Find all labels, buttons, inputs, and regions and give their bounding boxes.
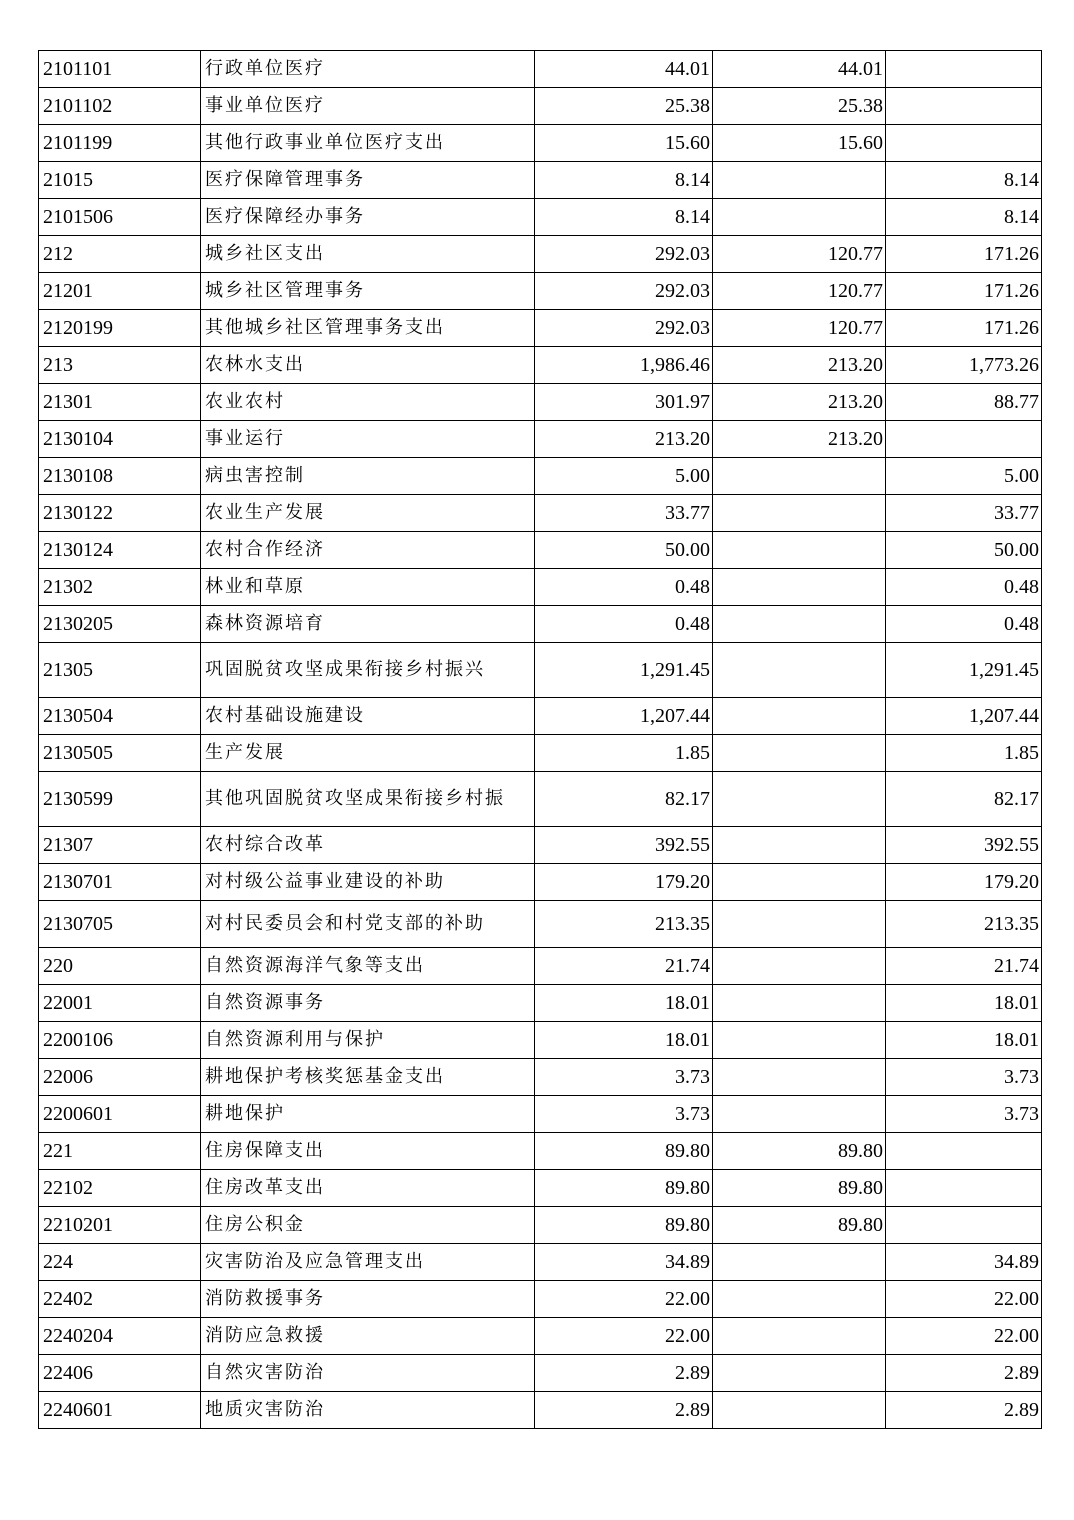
project-expenditure-cell: 171.26 — [886, 236, 1042, 273]
project-expenditure-cell: 21.74 — [886, 948, 1042, 985]
table-row — [39, 199, 1042, 236]
table-row — [39, 1318, 1042, 1355]
project-expenditure-cell: 2.89 — [886, 1355, 1042, 1392]
table-row — [39, 1022, 1042, 1059]
basic-expenditure-cell — [713, 985, 886, 1022]
subject-code-cell: 22102 — [39, 1170, 201, 1207]
basic-expenditure-cell: 213.20 — [713, 421, 886, 458]
subject-name-cell: 森林资源培育 — [201, 606, 535, 643]
subject-code-cell: 2130124 — [39, 532, 201, 569]
subject-code-cell: 2130599 — [39, 772, 201, 827]
basic-expenditure-cell: 213.20 — [713, 384, 886, 421]
table-row — [39, 1355, 1042, 1392]
subject-code-cell: 2130504 — [39, 698, 201, 735]
subject-code-cell: 22006 — [39, 1059, 201, 1096]
table-row — [39, 347, 1042, 384]
basic-expenditure-cell — [713, 606, 886, 643]
subject-name-cell: 住房公积金 — [201, 1207, 535, 1244]
table-row — [39, 162, 1042, 199]
subject-code-cell: 21015 — [39, 162, 201, 199]
total-amount-cell: 0.48 — [535, 606, 713, 643]
subject-name-cell: 事业运行 — [201, 421, 535, 458]
total-amount-cell: 8.14 — [535, 199, 713, 236]
project-expenditure-cell: 2.89 — [886, 1392, 1042, 1429]
subject-code-cell: 212 — [39, 236, 201, 273]
basic-expenditure-cell: 15.60 — [713, 125, 886, 162]
table-row — [39, 1170, 1042, 1207]
table-row — [39, 827, 1042, 864]
basic-expenditure-cell — [713, 199, 886, 236]
subject-code-cell: 2130104 — [39, 421, 201, 458]
subject-name-cell: 巩固脱贫攻坚成果衔接乡村振兴 — [201, 643, 535, 698]
total-amount-cell: 1,291.45 — [535, 643, 713, 698]
subject-name-cell: 住房保障支出 — [201, 1133, 535, 1170]
project-expenditure-cell: 1,291.45 — [886, 643, 1042, 698]
subject-name-cell: 农业生产发展 — [201, 495, 535, 532]
subject-name-cell: 医疗保障管理事务 — [201, 162, 535, 199]
table-row — [39, 384, 1042, 421]
subject-name-cell: 病虫害控制 — [201, 458, 535, 495]
table-row — [39, 901, 1042, 948]
subject-code-cell: 2101199 — [39, 125, 201, 162]
subject-code-cell: 2130505 — [39, 735, 201, 772]
table-row — [39, 495, 1042, 532]
subject-name-cell: 城乡社区支出 — [201, 236, 535, 273]
subject-code-cell: 2101102 — [39, 88, 201, 125]
basic-expenditure-cell — [713, 569, 886, 606]
subject-code-cell: 2200601 — [39, 1096, 201, 1133]
total-amount-cell: 3.73 — [535, 1059, 713, 1096]
table-row — [39, 1133, 1042, 1170]
table-row — [39, 569, 1042, 606]
subject-code-cell: 2240601 — [39, 1392, 201, 1429]
subject-code-cell: 2200106 — [39, 1022, 201, 1059]
total-amount-cell: 89.80 — [535, 1170, 713, 1207]
subject-code-cell: 21307 — [39, 827, 201, 864]
subject-code-cell: 2101101 — [39, 51, 201, 88]
total-amount-cell: 179.20 — [535, 864, 713, 901]
total-amount-cell: 18.01 — [535, 985, 713, 1022]
table-row — [39, 88, 1042, 125]
subject-name-cell: 自然灾害防治 — [201, 1355, 535, 1392]
subject-code-cell: 2120199 — [39, 310, 201, 347]
subject-name-cell: 耕地保护 — [201, 1096, 535, 1133]
project-expenditure-cell — [886, 51, 1042, 88]
project-expenditure-cell: 392.55 — [886, 827, 1042, 864]
basic-expenditure-cell: 44.01 — [713, 51, 886, 88]
project-expenditure-cell: 88.77 — [886, 384, 1042, 421]
total-amount-cell: 1,207.44 — [535, 698, 713, 735]
subject-name-cell: 农村综合改革 — [201, 827, 535, 864]
total-amount-cell: 1.85 — [535, 735, 713, 772]
project-expenditure-cell: 8.14 — [886, 199, 1042, 236]
subject-name-cell: 其他巩固脱贫攻坚成果衔接乡村振 — [201, 772, 535, 827]
subject-name-cell: 耕地保护考核奖惩基金支出 — [201, 1059, 535, 1096]
project-expenditure-cell — [886, 1207, 1042, 1244]
total-amount-cell: 292.03 — [535, 236, 713, 273]
basic-expenditure-cell — [713, 698, 886, 735]
project-expenditure-cell: 0.48 — [886, 569, 1042, 606]
project-expenditure-cell — [886, 125, 1042, 162]
total-amount-cell: 21.74 — [535, 948, 713, 985]
total-amount-cell: 1,986.46 — [535, 347, 713, 384]
table-row — [39, 236, 1042, 273]
project-expenditure-cell: 82.17 — [886, 772, 1042, 827]
table-row — [39, 1096, 1042, 1133]
project-expenditure-cell: 1,207.44 — [886, 698, 1042, 735]
table-body — [39, 51, 1042, 1429]
basic-expenditure-cell: 89.80 — [713, 1207, 886, 1244]
subject-code-cell: 21301 — [39, 384, 201, 421]
total-amount-cell: 3.73 — [535, 1096, 713, 1133]
basic-expenditure-cell — [713, 1096, 886, 1133]
table-row — [39, 864, 1042, 901]
subject-code-cell: 22001 — [39, 985, 201, 1022]
project-expenditure-cell — [886, 1170, 1042, 1207]
table-row — [39, 1281, 1042, 1318]
project-expenditure-cell: 18.01 — [886, 1022, 1042, 1059]
project-expenditure-cell: 8.14 — [886, 162, 1042, 199]
subject-name-cell: 消防应急救援 — [201, 1318, 535, 1355]
table-row — [39, 310, 1042, 347]
total-amount-cell: 50.00 — [535, 532, 713, 569]
basic-expenditure-cell: 89.80 — [713, 1133, 886, 1170]
table-row — [39, 698, 1042, 735]
subject-name-cell: 自然资源海洋气象等支出 — [201, 948, 535, 985]
subject-code-cell: 2130108 — [39, 458, 201, 495]
table-row — [39, 532, 1042, 569]
subject-code-cell: 21302 — [39, 569, 201, 606]
basic-expenditure-cell — [713, 1318, 886, 1355]
subject-code-cell: 2210201 — [39, 1207, 201, 1244]
project-expenditure-cell: 22.00 — [886, 1318, 1042, 1355]
project-expenditure-cell: 1,773.26 — [886, 347, 1042, 384]
subject-name-cell: 林业和草原 — [201, 569, 535, 606]
table-row — [39, 421, 1042, 458]
total-amount-cell: 18.01 — [535, 1022, 713, 1059]
project-expenditure-cell: 171.26 — [886, 273, 1042, 310]
basic-expenditure-cell: 89.80 — [713, 1170, 886, 1207]
table-row — [39, 125, 1042, 162]
total-amount-cell: 292.03 — [535, 310, 713, 347]
project-expenditure-cell: 1.85 — [886, 735, 1042, 772]
total-amount-cell: 213.20 — [535, 421, 713, 458]
project-expenditure-cell: 33.77 — [886, 495, 1042, 532]
table-row — [39, 1244, 1042, 1281]
basic-expenditure-cell: 213.20 — [713, 347, 886, 384]
total-amount-cell: 292.03 — [535, 273, 713, 310]
total-amount-cell: 8.14 — [535, 162, 713, 199]
basic-expenditure-cell — [713, 1355, 886, 1392]
subject-name-cell: 自然资源利用与保护 — [201, 1022, 535, 1059]
total-amount-cell: 301.97 — [535, 384, 713, 421]
total-amount-cell: 2.89 — [535, 1392, 713, 1429]
project-expenditure-cell: 34.89 — [886, 1244, 1042, 1281]
basic-expenditure-cell: 120.77 — [713, 273, 886, 310]
basic-expenditure-cell — [713, 772, 886, 827]
subject-name-cell: 城乡社区管理事务 — [201, 273, 535, 310]
project-expenditure-cell: 50.00 — [886, 532, 1042, 569]
subject-name-cell: 消防救援事务 — [201, 1281, 535, 1318]
basic-expenditure-cell — [713, 1059, 886, 1096]
subject-code-cell: 2101506 — [39, 199, 201, 236]
basic-expenditure-cell — [713, 864, 886, 901]
subject-name-cell: 医疗保障经办事务 — [201, 199, 535, 236]
project-expenditure-cell: 213.35 — [886, 901, 1042, 948]
project-expenditure-cell — [886, 1133, 1042, 1170]
table-row — [39, 1059, 1042, 1096]
total-amount-cell: 34.89 — [535, 1244, 713, 1281]
subject-code-cell: 220 — [39, 948, 201, 985]
table-row — [39, 1207, 1042, 1244]
subject-name-cell: 行政单位医疗 — [201, 51, 535, 88]
total-amount-cell: 89.80 — [535, 1207, 713, 1244]
table-row — [39, 985, 1042, 1022]
project-expenditure-cell: 3.73 — [886, 1096, 1042, 1133]
subject-name-cell: 农林水支出 — [201, 347, 535, 384]
subject-name-cell: 农业农村 — [201, 384, 535, 421]
total-amount-cell: 33.77 — [535, 495, 713, 532]
table-row — [39, 1392, 1042, 1429]
subject-name-cell: 对村级公益事业建设的补助 — [201, 864, 535, 901]
total-amount-cell: 44.01 — [535, 51, 713, 88]
basic-expenditure-cell — [713, 1244, 886, 1281]
total-amount-cell: 22.00 — [535, 1281, 713, 1318]
subject-code-cell: 224 — [39, 1244, 201, 1281]
basic-expenditure-cell: 120.77 — [713, 236, 886, 273]
subject-code-cell: 2130705 — [39, 901, 201, 948]
subject-name-cell: 农村基础设施建设 — [201, 698, 535, 735]
subject-name-cell: 地质灾害防治 — [201, 1392, 535, 1429]
project-expenditure-cell: 0.48 — [886, 606, 1042, 643]
subject-name-cell: 生产发展 — [201, 735, 535, 772]
subject-name-cell: 自然资源事务 — [201, 985, 535, 1022]
subject-name-cell: 灾害防治及应急管理支出 — [201, 1244, 535, 1281]
basic-expenditure-cell — [713, 901, 886, 948]
total-amount-cell: 15.60 — [535, 125, 713, 162]
total-amount-cell: 22.00 — [535, 1318, 713, 1355]
basic-expenditure-cell — [713, 735, 886, 772]
project-expenditure-cell — [886, 421, 1042, 458]
basic-expenditure-cell — [713, 1281, 886, 1318]
basic-expenditure-cell — [713, 1392, 886, 1429]
basic-expenditure-cell — [713, 643, 886, 698]
table-row — [39, 643, 1042, 698]
total-amount-cell: 0.48 — [535, 569, 713, 606]
project-expenditure-cell: 22.00 — [886, 1281, 1042, 1318]
subject-name-cell: 其他行政事业单位医疗支出 — [201, 125, 535, 162]
basic-expenditure-cell — [713, 827, 886, 864]
table-row — [39, 606, 1042, 643]
basic-expenditure-cell — [713, 948, 886, 985]
subject-code-cell: 22406 — [39, 1355, 201, 1392]
basic-expenditure-cell — [713, 495, 886, 532]
total-amount-cell: 392.55 — [535, 827, 713, 864]
total-amount-cell: 82.17 — [535, 772, 713, 827]
project-expenditure-cell: 5.00 — [886, 458, 1042, 495]
basic-expenditure-cell: 25.38 — [713, 88, 886, 125]
subject-code-cell: 221 — [39, 1133, 201, 1170]
table-row — [39, 51, 1042, 88]
subject-name-cell: 事业单位医疗 — [201, 88, 535, 125]
subject-code-cell: 21201 — [39, 273, 201, 310]
total-amount-cell: 5.00 — [535, 458, 713, 495]
total-amount-cell: 25.38 — [535, 88, 713, 125]
table-row — [39, 735, 1042, 772]
subject-name-cell: 农村合作经济 — [201, 532, 535, 569]
subject-code-cell: 2130701 — [39, 864, 201, 901]
table-row — [39, 772, 1042, 827]
table-row — [39, 948, 1042, 985]
subject-code-cell: 2130122 — [39, 495, 201, 532]
basic-expenditure-cell: 120.77 — [713, 310, 886, 347]
subject-code-cell: 2130205 — [39, 606, 201, 643]
total-amount-cell: 89.80 — [535, 1133, 713, 1170]
total-amount-cell: 213.35 — [535, 901, 713, 948]
subject-name-cell: 其他城乡社区管理事务支出 — [201, 310, 535, 347]
project-expenditure-cell: 171.26 — [886, 310, 1042, 347]
project-expenditure-cell: 179.20 — [886, 864, 1042, 901]
budget-table — [38, 50, 1042, 1429]
basic-expenditure-cell — [713, 1022, 886, 1059]
subject-code-cell: 2240204 — [39, 1318, 201, 1355]
subject-code-cell: 22402 — [39, 1281, 201, 1318]
project-expenditure-cell — [886, 88, 1042, 125]
table-row — [39, 273, 1042, 310]
subject-name-cell: 对村民委员会和村党支部的补助 — [201, 901, 535, 948]
table-row — [39, 458, 1042, 495]
subject-code-cell: 213 — [39, 347, 201, 384]
subject-name-cell: 住房改革支出 — [201, 1170, 535, 1207]
basic-expenditure-cell — [713, 458, 886, 495]
subject-code-cell: 21305 — [39, 643, 201, 698]
basic-expenditure-cell — [713, 162, 886, 199]
total-amount-cell: 2.89 — [535, 1355, 713, 1392]
project-expenditure-cell: 18.01 — [886, 985, 1042, 1022]
project-expenditure-cell: 3.73 — [886, 1059, 1042, 1096]
basic-expenditure-cell — [713, 532, 886, 569]
